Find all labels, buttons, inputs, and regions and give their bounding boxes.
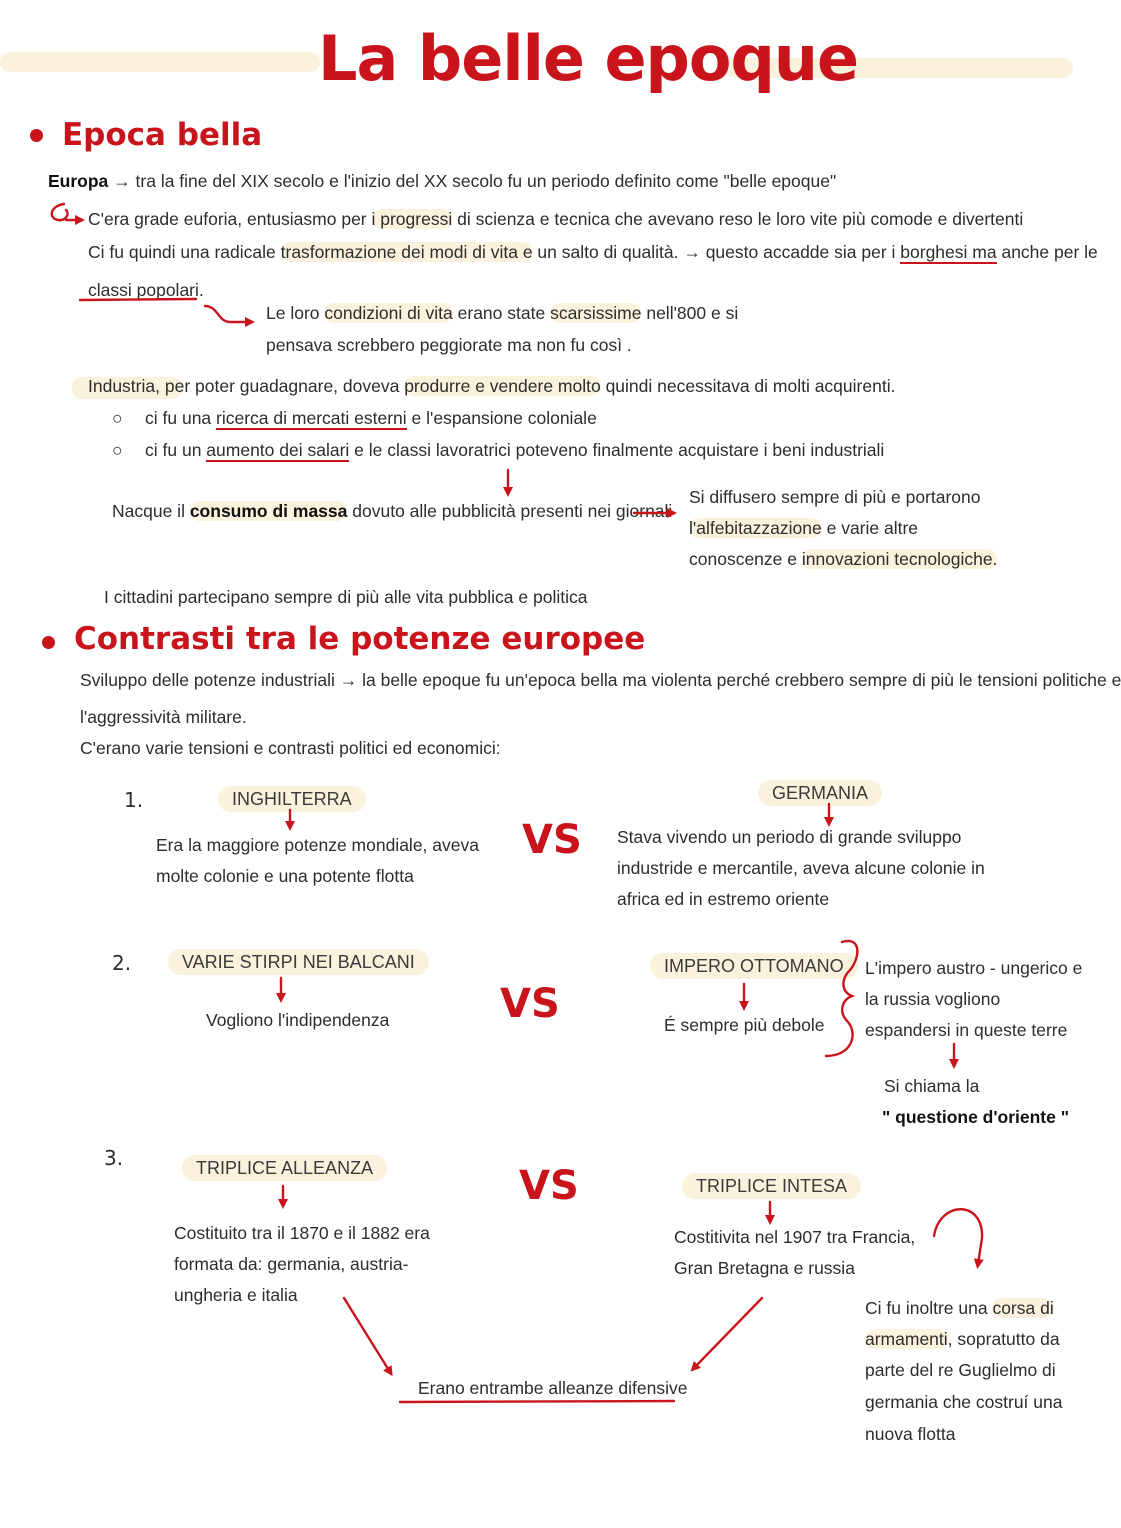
highlight: scarsissime <box>550 303 642 323</box>
item-number-2: 2. <box>112 951 132 975</box>
inghilterra-desc-2: molte colonie e una potente flotta <box>156 866 414 886</box>
highlight: armamenti <box>865 1329 948 1349</box>
salari-bullet: ○ <box>112 440 123 460</box>
highlight: produrre e vendere molto <box>404 376 601 396</box>
alleanza-desc-2: formata da: germania, austria- <box>174 1254 409 1274</box>
item-number-1: 1. <box>124 788 144 812</box>
vs-label: VS <box>519 1163 579 1209</box>
vs-label: VS <box>522 817 582 863</box>
text: Ci fu inoltre una <box>865 1298 993 1318</box>
text: un salto di qualità. → questo accadde sia per i <box>532 242 901 262</box>
intesa-desc-1: Costitivita nel 1907 tra Francia, <box>674 1227 916 1247</box>
questione-oriente: " questione d'oriente " <box>882 1107 1070 1127</box>
text: e le classi lavoratrici poteveno finalmente acquistare i beni industriali <box>349 440 885 460</box>
text: quindi necessitava di molti acquirenti. <box>600 376 896 396</box>
text: e l'espansione coloniale <box>406 408 597 428</box>
tensioni-line: C'erano varie tensioni e contrasti politici ed economici: <box>80 738 501 758</box>
text: Nacque il <box>112 501 190 521</box>
austro-line3: espandersi in queste terre <box>865 1020 1068 1040</box>
highlight: trasformazione dei modi di vita e <box>280 242 533 262</box>
text: conoscenze e <box>689 549 802 569</box>
highlight: l'alfebitazzazione <box>689 518 822 538</box>
text: Le loro <box>266 303 325 323</box>
label-germania: GERMANIA <box>758 780 882 806</box>
difensive-line: Erano entrambe alleanze difensive <box>418 1378 688 1398</box>
text: C'era grade euforia, entusiasmo per <box>88 209 372 229</box>
label-triplice-alleanza: TRIPLICE ALLEANZA <box>182 1155 387 1181</box>
brace <box>826 941 857 1056</box>
alleanza-diagonal-arrow <box>344 1298 390 1372</box>
text: ci fu un <box>145 440 207 460</box>
alleanza-desc-1: Costituito tra il 1870 e il 1882 era <box>174 1223 430 1243</box>
corsa-line3: parte del re Guglielmo di <box>865 1360 1056 1380</box>
ottomano-desc: É sempre più debole <box>664 1015 825 1035</box>
text: e varie altre <box>821 518 919 538</box>
text: Ci fu quindi una radicale <box>88 242 281 262</box>
label-inghilterra: INGHILTERRA <box>218 786 366 812</box>
cittadini-line: I cittadini partecipano sempre di più alle vita pubblica e politica <box>104 587 588 607</box>
highlight: corsa di <box>992 1298 1054 1318</box>
vs-label: VS <box>500 981 560 1027</box>
condizioni-arrow <box>205 306 250 322</box>
underline: borghesi ma <box>900 242 997 262</box>
chiama-line: Si chiama la <box>884 1076 980 1096</box>
intesa-desc-2: Gran Bretagna e russia <box>674 1258 855 1278</box>
highlight: innovazioni tecnologiche. <box>801 549 998 569</box>
label-balcani: VARIE STIRPI NEI BALCANI <box>168 949 429 975</box>
label-triplice-intesa: TRIPLICE INTESA <box>682 1173 861 1199</box>
mercati-bullet: ○ <box>112 408 123 428</box>
corsa-line5: nuova flotta <box>865 1424 956 1444</box>
text: di scienza e tecnica che avevano reso le loro vite più comode e divertenti <box>452 209 1024 229</box>
curl-arrow <box>52 204 80 220</box>
text: , per poter guadagnare, doveva <box>155 376 405 396</box>
corsa-line4: germania che costruí una <box>865 1392 1063 1412</box>
austro-line2: la russia vogliono <box>865 989 1001 1009</box>
classi-popolari: classi popolari. <box>88 280 204 300</box>
europa-text: → tra la fine del XIX secolo e l'inizio del XX secolo fu un periodo definito come "belle epoque" <box>113 171 837 191</box>
europa-label: Europa <box>48 171 109 191</box>
text: Industria <box>88 376 156 396</box>
text: nell'800 e si <box>641 303 739 323</box>
text: dovuto alle pubblicità presenti nei giornali <box>347 501 673 521</box>
text: , sopratutto da <box>947 1329 1060 1349</box>
highlight: condizioni di vita <box>324 303 453 323</box>
condizioni-line2: pensava screbbero peggiorate ma non fu così . <box>266 335 632 355</box>
text: erano state <box>452 303 551 323</box>
germania-desc-2: industride e mercantile, aveva alcune colonie in <box>617 858 985 878</box>
austro-line1: L'impero austro - ungerico e <box>865 958 1083 978</box>
intesa-diagonal-arrow <box>694 1298 762 1368</box>
germania-desc-1: Stava vivendo un periodo di grande sviluppo <box>617 827 962 847</box>
classi-underline <box>80 299 196 300</box>
underline: aumento dei salari <box>206 440 350 460</box>
diffusero-line1: Si diffusero sempre di più e portarono <box>689 487 981 507</box>
label-ottomano: IMPERO OTTOMANO <box>650 953 858 979</box>
highlight: i progressi <box>371 209 453 229</box>
text: anche per le <box>996 242 1098 262</box>
corsa-hook-arrow <box>934 1209 982 1264</box>
balcani-desc: Vogliono l'indipendenza <box>206 1010 390 1030</box>
section-heading-contrasti: Contrasti tra le potenze europee <box>74 621 646 657</box>
inghilterra-desc-1: Era la maggiore potenze mondiale, aveva <box>156 835 479 855</box>
underline: ricerca di mercati esterni <box>216 408 407 428</box>
difensive-underline <box>400 1401 674 1402</box>
sviluppo-line1: Sviluppo delle potenze industriali → la belle epoque fu un'epoca bella ma violenta perché crebbero sempre di più le tensioni politiche e <box>80 670 1121 690</box>
germania-desc-3: africa ed in estremo oriente <box>617 889 830 909</box>
alleanza-desc-3: ungheria e italia <box>174 1285 298 1305</box>
item-number-3: 3. <box>104 1146 124 1170</box>
section-heading-epoca: Epoca bella <box>62 117 263 153</box>
consumo-bold: consumo di massa <box>189 501 348 521</box>
text: ci fu una <box>145 408 217 428</box>
sviluppo-line2: l'aggressività militare. <box>80 707 247 727</box>
page-title: La belle epoque <box>318 22 859 95</box>
